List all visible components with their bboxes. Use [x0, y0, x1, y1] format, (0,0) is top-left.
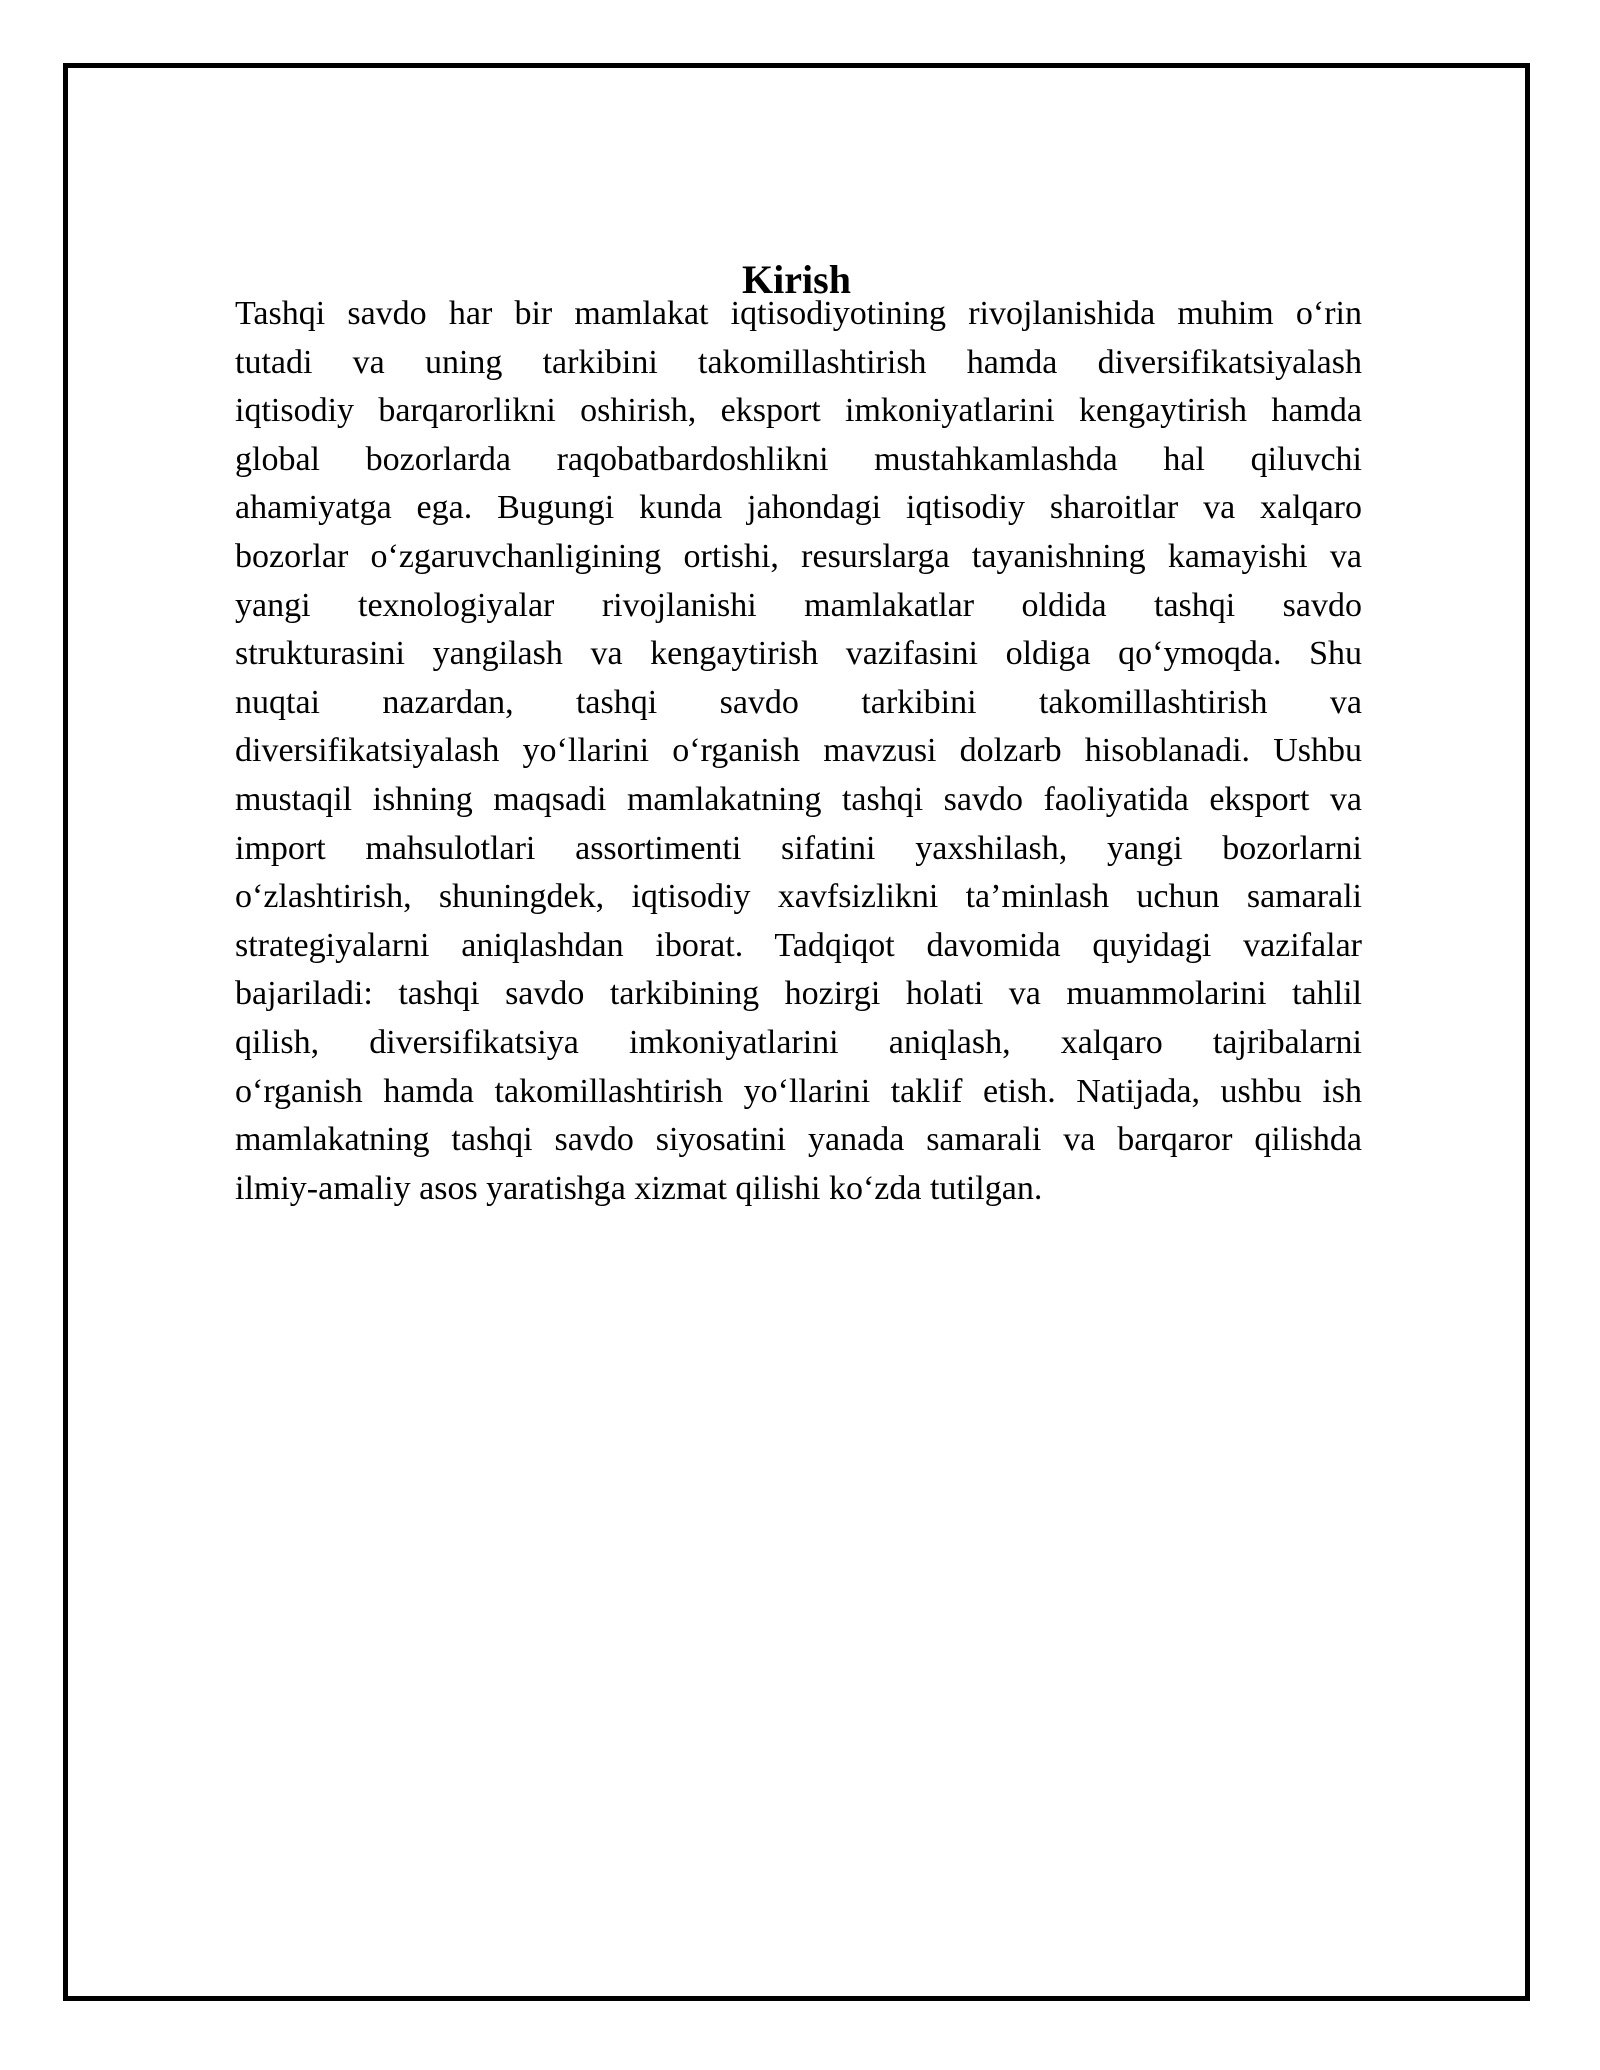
document-title: Kirish [742, 257, 851, 302]
body-line: bajariladi: tashqi savdo tarkibining hozirgi holati va muammolarini tahlil [235, 975, 1362, 1013]
body-line-last: ilmiy-amaliy asos yaratishga xizmat qilishi ko‘zda tutilgan. [235, 1169, 1043, 1207]
body-line: diversifikatsiyalash yo‘llarini o‘rganish mavzusi dolzarb hisoblanadi. Ushbu [235, 732, 1362, 770]
body-line: yangi texnologiyalar rivojlanishi mamlakatlar oldida tashqi savdo [235, 586, 1362, 624]
body-line: o‘rganish hamda takomillashtirish yo‘llarini taklif etish. Natijada, ushbu ish [235, 1072, 1362, 1110]
body-line: nuqtai nazardan, tashqi savdo tarkibini takomillashtirish va [235, 683, 1362, 721]
body-line: strukturasini yangilash va kengaytirish vazifasini oldiga qo‘ymoqda. Shu [235, 635, 1362, 673]
body-line: mamlakatning tashqi savdo siyosatini yanada samarali va barqaror qilishda [235, 1121, 1362, 1159]
body-line: tutadi va uning tarkibini takomillashtirish hamda diversifikatsiyalash [235, 343, 1362, 381]
body-line: iqtisodiy barqarorlikni oshirish, eksport imkoniyatlarini kengaytirish hamda [235, 392, 1362, 430]
body-line: Tashqi savdo har bir mamlakat iqtisodiyotining rivojlanishida muhim o‘rin [235, 295, 1362, 332]
body-line: strategiyalarni aniqlashdan iborat. Tadqiqot davomida quyidagi vazifalar [235, 926, 1362, 964]
body-line: qilish, diversifikatsiya imkoniyatlarini aniqlash, xalqaro tajribalarni [235, 1023, 1362, 1061]
body-line: bozorlar o‘zgaruvchanligining ortishi, resurslarga tayanishning kamayishi va [235, 537, 1362, 575]
body-line: o‘zlashtirish, shuningdek, iqtisodiy xavfsizlikni ta’minlash uchun samarali [235, 878, 1362, 916]
body-line: mustaqil ishning maqsadi mamlakatning tashqi savdo faoliyatida eksport va [235, 780, 1362, 818]
body-line: ahamiyatga ega. Bugungi kunda jahondagi iqtisodiy sharoitlar va xalqaro [235, 489, 1362, 527]
body-line: global bozorlarda raqobatbardoshlikni mustahkamlashda hal qiluvchi [235, 440, 1362, 478]
document-body [235, 290, 1362, 1213]
body-line: import mahsulotlari assortimenti sifatini yaxshilash, yangi bozorlarni [235, 829, 1362, 867]
